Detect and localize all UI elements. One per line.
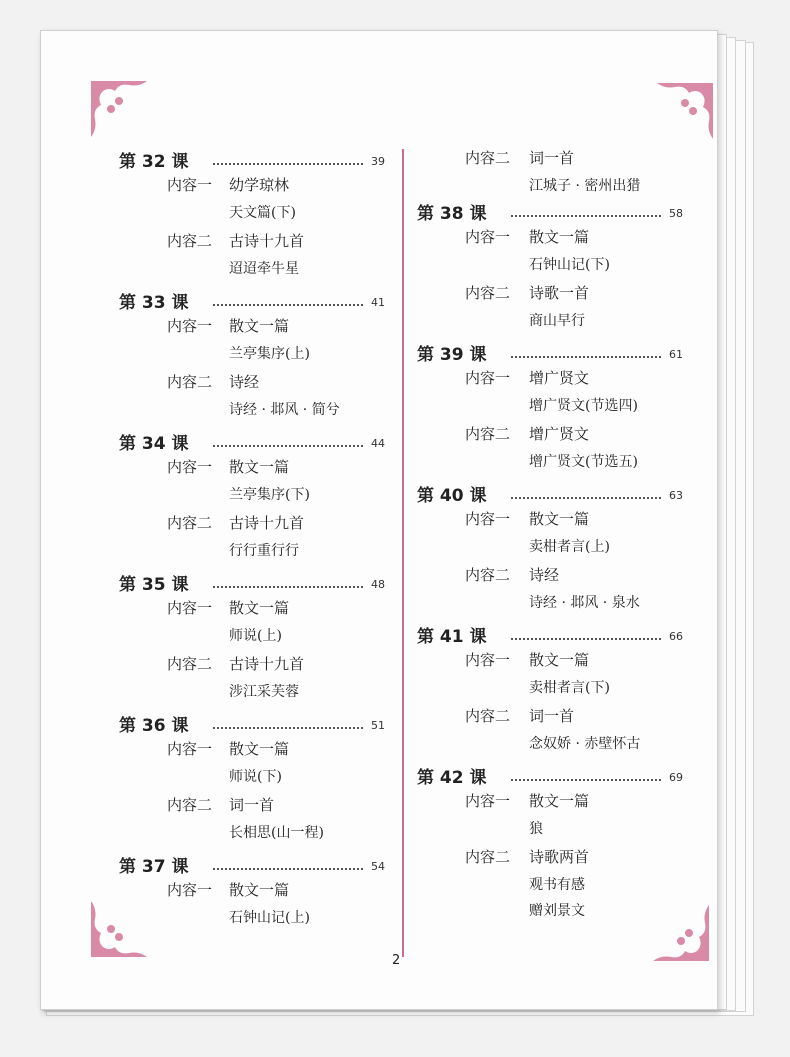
dot-leader [213,304,363,306]
dot-leader [511,497,661,499]
content-subtitle: 兰亭集序(上) [229,346,310,362]
page-ref: 48 [371,578,385,591]
content-title: 诗经 [229,373,260,391]
page-ref: 61 [669,348,683,361]
content-label: 内容二 [167,232,213,250]
content-title: 词一首 [229,796,275,814]
dot-leader [213,445,363,447]
corner-ornament-icon [651,903,711,963]
toc-page [40,30,718,1010]
content-label: 内容二 [465,707,511,725]
content-title: 散文一篇 [529,792,590,810]
content-subtitle: 念奴娇 · 赤壁怀古 [529,736,641,752]
lesson-heading: 第 41 课 [417,627,487,647]
dot-leader [213,586,363,588]
content-label: 内容一 [465,792,511,810]
content-subtitle: 卖柑者言(下) [529,680,610,696]
page-ref: 39 [371,155,385,168]
dot-leader [511,356,661,358]
content-subtitle: 商山早行 [529,313,585,329]
lesson-heading: 第 40 课 [417,486,487,506]
lesson-heading: 第 32 课 [119,152,189,172]
column-divider [402,149,404,957]
content-subtitle: 观书有感 [529,877,585,893]
lesson-heading: 第 33 课 [119,293,189,313]
content-subtitle: 诗经 · 邶风 · 简兮 [229,402,340,418]
content-subtitle: 诗经 · 邶风 · 泉水 [529,595,640,611]
dot-leader [213,727,363,729]
content-subtitle: 天文篇(下) [229,205,296,221]
corner-ornament-icon [89,79,149,139]
content-title: 增广贤文 [529,369,590,387]
content-title: 诗歌两首 [529,848,590,866]
content-title: 诗经 [529,566,560,584]
content-subtitle: 卖柑者言(上) [529,539,610,555]
lesson-heading: 第 36 课 [119,716,189,736]
corner-ornament-icon [89,899,149,959]
content-subtitle: 师说(下) [229,769,282,785]
content-label: 内容一 [465,369,511,387]
content-label: 内容二 [167,373,213,391]
content-subtitle: 石钟山记(上) [229,910,310,926]
lesson-heading: 第 34 课 [119,434,189,454]
corner-ornament-icon [655,81,715,141]
content-subtitle: 赠刘景文 [529,903,585,919]
content-title: 词一首 [529,707,575,725]
dot-leader [511,215,661,217]
content-label: 内容一 [465,651,511,669]
page-ref: 41 [371,296,385,309]
content-label: 内容一 [167,176,213,194]
content-title: 散文一篇 [529,510,590,528]
page-ref: 69 [669,771,683,784]
content-label: 内容二 [167,514,213,532]
content-title: 散文一篇 [229,599,290,617]
content-title: 散文一篇 [229,740,290,758]
dot-leader [511,779,661,781]
content-subtitle: 兰亭集序(下) [229,487,310,503]
content-title: 古诗十九首 [229,232,305,250]
content-label: 内容一 [167,458,213,476]
content-title: 散文一篇 [229,317,290,335]
content-subtitle: 狼 [529,821,543,837]
page-ref: 58 [669,207,683,220]
content-title: 古诗十九首 [229,655,305,673]
dot-leader [511,638,661,640]
page-ref: 66 [669,630,683,643]
content-label: 内容二 [465,566,511,584]
content-label: 内容二 [465,149,511,167]
content-subtitle: 江城子 · 密州出猎 [529,178,641,194]
content-label: 内容一 [465,510,511,528]
content-subtitle: 长相思(山一程) [229,825,324,841]
content-subtitle: 石钟山记(下) [529,257,610,273]
lesson-heading: 第 42 课 [417,768,487,788]
page-ref: 44 [371,437,385,450]
lesson-heading: 第 37 课 [119,857,189,877]
lesson-heading: 第 35 课 [119,575,189,595]
dot-leader [213,163,363,165]
content-subtitle: 迢迢牵牛星 [229,261,299,277]
content-label: 内容一 [167,317,213,335]
page-ref: 51 [371,719,385,732]
content-subtitle: 增广贤文(节选五) [529,454,638,470]
content-title: 散文一篇 [529,651,590,669]
content-subtitle: 师说(上) [229,628,282,644]
page-ref: 54 [371,860,385,873]
content-label: 内容二 [167,655,213,673]
content-title: 散文一篇 [229,458,290,476]
content-label: 内容二 [465,425,511,443]
lesson-heading: 第 38 课 [417,204,487,224]
content-subtitle: 行行重行行 [229,543,299,559]
content-label: 内容一 [167,740,213,758]
content-subtitle: 涉江采芙蓉 [229,684,299,700]
content-label: 内容二 [167,796,213,814]
page-number: 2 [392,953,401,968]
content-label: 内容一 [167,599,213,617]
content-label: 内容一 [167,881,213,899]
content-label: 内容二 [465,284,511,302]
content-label: 内容二 [465,848,511,866]
content-title: 幼学琼林 [229,176,290,194]
content-title: 增广贤文 [529,425,590,443]
content-title: 散文一篇 [229,881,290,899]
content-title: 散文一篇 [529,228,590,246]
dot-leader [213,868,363,870]
page-ref: 63 [669,489,683,502]
content-title: 词一首 [529,149,575,167]
content-subtitle: 增广贤文(节选四) [529,398,638,414]
lesson-heading: 第 39 课 [417,345,487,365]
content-title: 古诗十九首 [229,514,305,532]
content-title: 诗歌一首 [529,284,590,302]
content-label: 内容一 [465,228,511,246]
